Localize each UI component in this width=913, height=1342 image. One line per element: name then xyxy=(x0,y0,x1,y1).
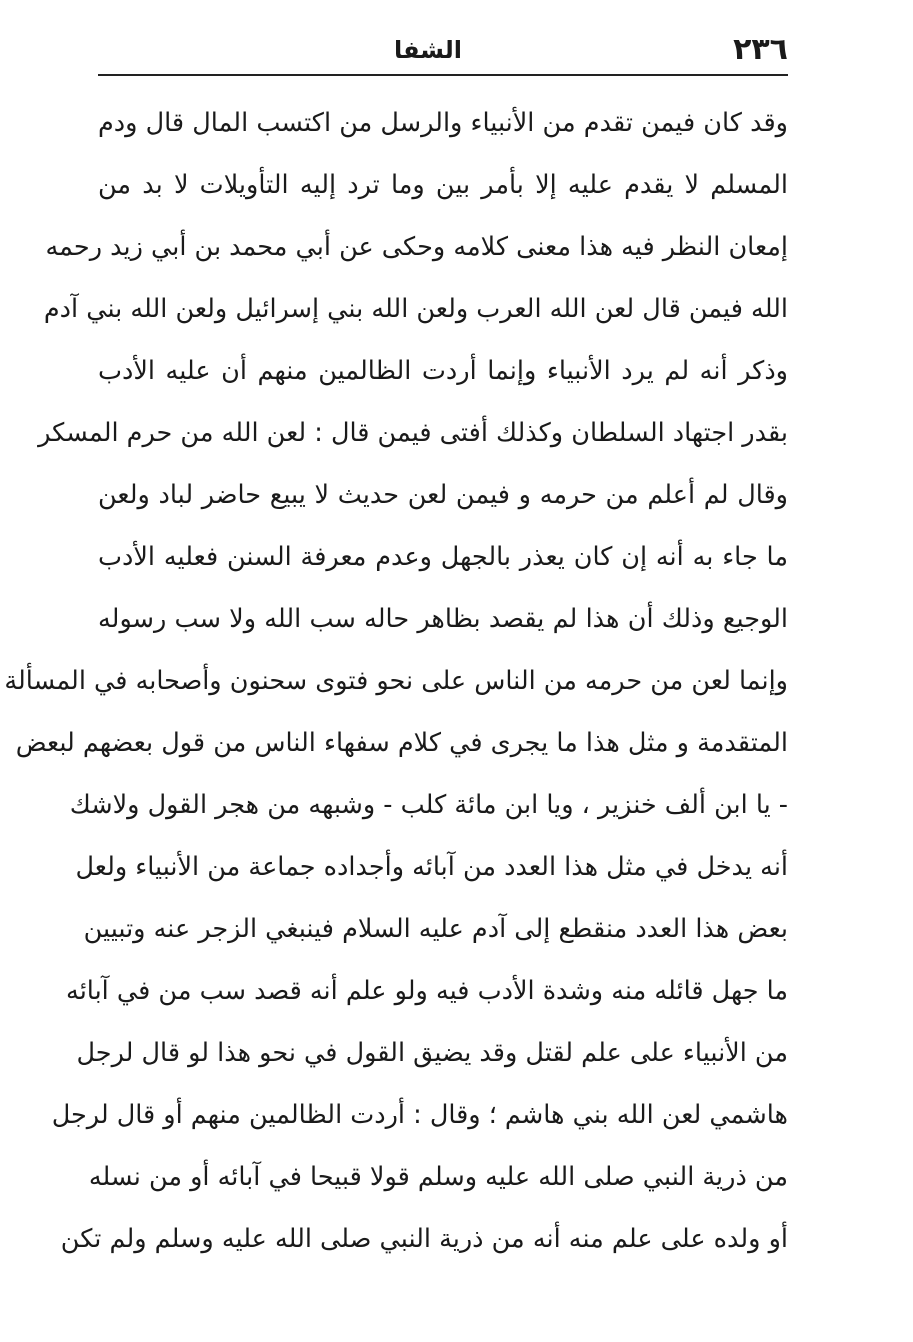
page-number: ٢٣٦ xyxy=(733,32,788,67)
text-line: وقد كان فيمن تقدم من الأنبياء والرسل من اكتسب المال قال ودم xyxy=(98,108,788,138)
header-rule xyxy=(98,74,788,76)
text-line: بعض هذا العدد منقطع إلى آدم عليه السلام فينبغي الزجر عنه وتبيين xyxy=(83,914,788,944)
text-line: وقال لم أعلم من حرمه و فيمن لعن حديث لا يبيع حاضر لباد ولعن xyxy=(98,480,788,510)
text-line: وذكر أنه لم يرد الأنبياء وإنما أردت الظالمين منهم أن عليه الأدب xyxy=(98,356,788,386)
text-line: الوجيع وذلك أن هذا لم يقصد بظاهر حاله سب الله ولا سب رسوله xyxy=(98,604,788,634)
text-line: من الأنبياء على علم لقتل وقد يضيق القول في نحو هذا لو قال لرجل xyxy=(76,1038,788,1068)
text-line: ما جاء به أنه إن كان يعذر بالجهل وعدم معرفة السنن فعليه الأدب xyxy=(98,542,788,572)
page-header xyxy=(98,30,788,74)
text-line: هاشمي لعن الله بني هاشم ؛ وقال : أردت الظالمين منهم أو قال لرجل xyxy=(51,1100,788,1130)
text-line: أو ولده على علم منه أنه من ذرية النبي صلى الله عليه وسلم ولم تكن xyxy=(60,1224,788,1254)
text-line: أنه يدخل في مثل هذا العدد من آبائه وأجداده جماعة من الأنبياء ولعل xyxy=(75,852,788,882)
text-line: المسلم لا يقدم عليه إلا بأمر بين وما ترد إليه التأويلات لا بد من xyxy=(98,170,788,200)
running-title: الشفا xyxy=(394,36,462,64)
text-line: - يا ابن ألف خنزير ، ويا ابن مائة كلب - وشبهه من هجر القول ولاشك xyxy=(69,790,788,820)
text-line: بقدر اجتهاد السلطان وكذلك أفتى فيمن قال : لعن الله من حرم المسكر xyxy=(38,418,788,448)
text-line: ما جهل قائله منه وشدة الأدب فيه ولو علم أنه قصد سب من في آبائه xyxy=(66,976,788,1006)
text-line: المتقدمة و مثل هذا ما يجرى في كلام سفهاء الناس من قول بعضهم لبعض xyxy=(15,728,788,758)
text-line: وإنما لعن من حرمه من الناس على نحو فتوى سحنون وأصحابه في المسألة xyxy=(4,666,788,696)
text-line: إمعان النظر فيه هذا معنى كلامه وحكى عن أبي محمد بن أبي زيد رحمه xyxy=(45,232,788,262)
text-line: من ذرية النبي صلى الله عليه وسلم قولا قبيحا في آبائه أو من نسله xyxy=(88,1162,788,1192)
text-line: الله فيمن قال لعن الله العرب ولعن الله بني إسرائيل ولعن الله بني آدم xyxy=(43,294,788,324)
main-text xyxy=(4,92,788,1270)
